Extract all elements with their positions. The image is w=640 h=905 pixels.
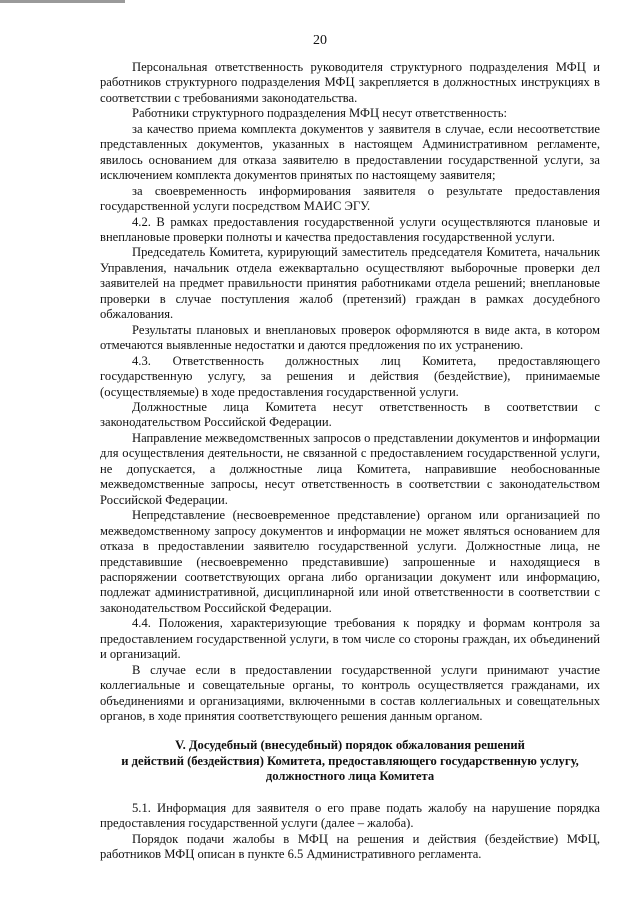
paragraph-non-submission: Непредставление (несвоевременное представление) органом или организацией по межведомственному запросу документов и информации не может являться основанием для отказа в предоставлении заявителю государственной услуги. Должностные лица, не представившие (несвоевременно представившие) запрошенные и находящиеся в распоряжении соответствующих органа либо организации документ или информацию, подлежат административной, дисциплинарной или иной ответственности в соответствии с законодательством Российской Федерации.	[100, 508, 600, 615]
paragraph-document-quality: за качество приема комплекта документов у заявителя в случае, если несоответствие представленных документов, указанных в настоящем Административном регламенте, явилось основанием для отказа заявителю в предоставлении государственной услуги, за исключением комплекта документов принятых по настоящему заявителя;	[100, 121, 600, 183]
paragraph-inspection-results: Результаты плановых и внеплановых проверок оформляются в виде акта, в котором отмечаются выявленные недостатки и даются предложения по их устранению.	[100, 322, 600, 353]
paragraph-timely-informing: за своевременность информирования заявителя о результате предоставления государственной услуги посредством МАИС ЭГУ.	[100, 183, 600, 214]
paragraph-personal-responsibility: Персональная ответственность руководителя структурного подразделения МФЦ и работников структурного подразделения МФЦ закрепляется в должностных инструкциях в соответствии с требованиями законодательства.	[100, 60, 600, 105]
paragraph-interagency-requests: Направление межведомственных запросов о представлении документов и информации для осуществления деятельности, не связанной с предоставлением государственной услуги, не допускается, а должностные лица Комитета, направившие необоснованные межведомственные запросы, несут ответственность в соответствии с законодательством Российской Федерации.	[100, 430, 600, 507]
paragraph-officials-liability: Должностные лица Комитета несут ответственность в соответствии с законодательством Российской Федерации.	[100, 399, 600, 430]
section-v-heading-line-1: V. Досудебный (внесудебный) порядок обжалования решений	[175, 738, 525, 753]
paragraph-collegial-bodies: В случае если в предоставлении государственной услуги принимают участие коллегиальные и совещательные органы, то контроль осуществляется гражданами, их объединениями и организациями, включенными в состав коллегиальных и совещательных органов, в ходе принятия соответствующего решения данным органом.	[100, 662, 600, 724]
section-v-heading-line-2: и действий (бездействия) Комитета, предоставляющего государственную услугу,	[121, 753, 579, 768]
paragraph-4-4-control-forms: 4.4. Положения, характеризующие требования к порядку и формам контроля за предоставлением государственной услуги, в том числе со стороны граждан, их объединений и организаций.	[100, 616, 600, 662]
paragraph-complaint-procedure: Порядок подачи жалобы в МФЦ на решения и действия (бездействие) МФЦ, работников МФЦ описан в пункте 6.5 Административного регламента.	[100, 831, 600, 862]
document-body	[100, 60, 600, 863]
section-v-heading	[100, 738, 600, 784]
paragraph-mfc-staff-responsibility: Работники структурного подразделения МФЦ несут ответственность:	[132, 106, 507, 121]
paragraph-committee-checks: Председатель Комитета, курирующий заместитель председателя Комитета, начальник Управления, начальник отдела ежеквартально осуществляют выборочные проверки дел заявителей на предмет правильности принятия работниками отдела решений; внеплановые проверки в случае поступления жалоб (претензий) граждан в рамках досудебного обжалования.	[100, 245, 600, 322]
paragraph-4-3-responsibility: 4.3. Ответственность должностных лиц Комитета, предоставляющего государственную услугу, за решения и действия (бездействие), принимаемые (осуществляемые) в ходе предоставления государственной услуги.	[100, 353, 600, 399]
paragraph-4-2-inspections: 4.2. В рамках предоставления государственной услуги осуществляются плановые и внеплановые проверки полноты и качества предоставления государственной услуги.	[100, 214, 600, 244]
page-number: 20	[313, 33, 327, 48]
paragraph-5-1-complaint-right: 5.1. Информация для заявителя о его праве подать жалобу на нарушение порядка предоставления государственной услуги (далее – жалоба).	[100, 800, 600, 831]
scan-edge-mark	[0, 0, 125, 3]
section-v-heading-line-3: должностного лица Комитета	[265, 769, 435, 784]
